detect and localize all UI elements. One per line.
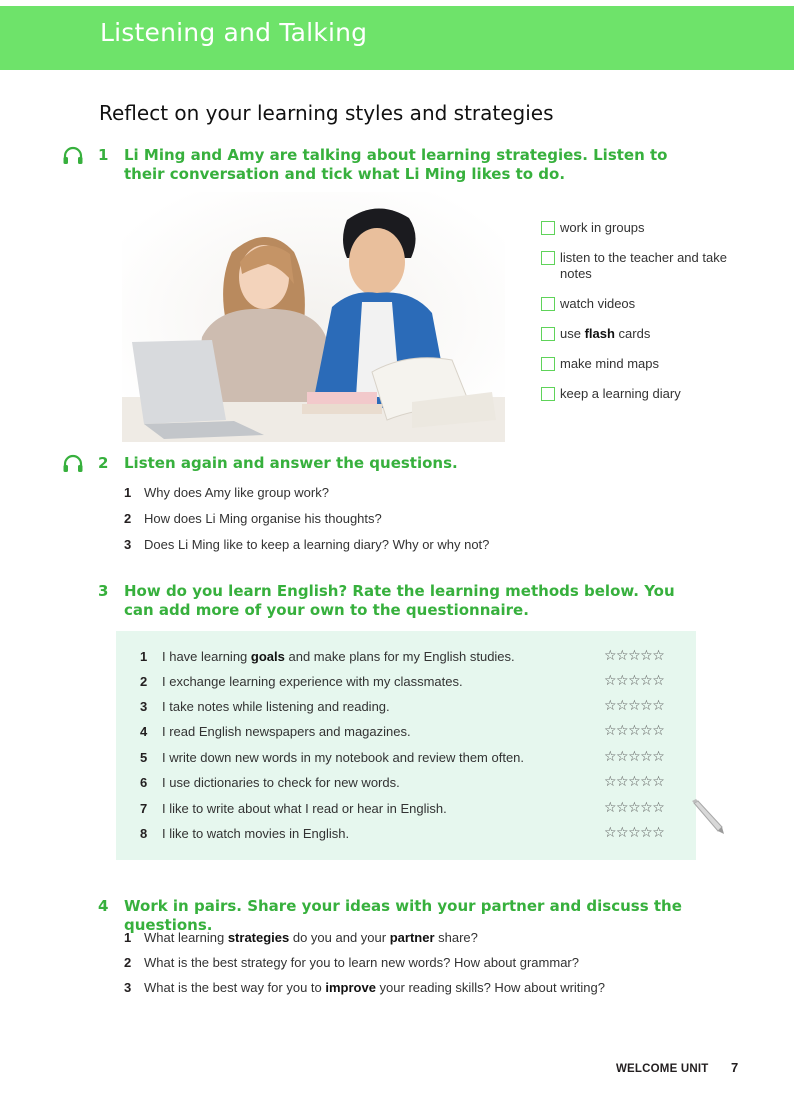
exercise-number: 4 xyxy=(98,897,109,915)
question-text: Why does Amy like group work? xyxy=(144,485,329,500)
question-number: 3 xyxy=(124,537,132,552)
question-item xyxy=(124,930,684,948)
item-text: I exchange learning experience with my classmates. xyxy=(162,674,463,689)
exercise-number: 2 xyxy=(98,454,109,472)
item-text: I take notes while listening and reading. xyxy=(162,699,390,714)
question-item xyxy=(124,980,684,998)
exercise-instruction: Listen again and answer the questions. xyxy=(124,454,458,472)
question-list xyxy=(124,485,684,555)
question-item xyxy=(124,955,684,973)
exercise-instruction: Work in pairs. Share your ideas with your partner and discuss the questions. xyxy=(124,897,682,934)
question-number: 2 xyxy=(124,511,132,526)
questionnaire-row xyxy=(116,724,696,744)
exercise-instruction: How do you learn English? Rate the learning methods below. You can add more of your own to the questionnaire. xyxy=(124,582,675,619)
checkbox[interactable] xyxy=(541,221,555,235)
pencil-icon xyxy=(688,797,728,837)
item-number: 6 xyxy=(140,775,148,790)
questionnaire-row xyxy=(116,649,696,669)
question-text: What is the best strategy for you to learn new words? How about grammar? xyxy=(144,955,579,970)
item-text: I like to write about what I read or hear in English. xyxy=(162,801,447,816)
star-rating[interactable]: ☆☆☆☆☆ xyxy=(604,774,665,790)
item-number: 4 xyxy=(140,724,148,739)
checkbox[interactable] xyxy=(541,297,555,311)
checklist-label: work in groups xyxy=(560,220,645,235)
checklist-label: watch videos xyxy=(560,296,636,311)
star-rating[interactable]: ☆☆☆☆☆ xyxy=(604,673,665,689)
checklist-label: keep a learning diary xyxy=(560,386,681,401)
item-number: 1 xyxy=(140,649,148,664)
questionnaire-row xyxy=(116,775,696,795)
checklist-label: use flash cards xyxy=(560,326,651,341)
exercise-3-heading xyxy=(62,582,682,622)
discussion-question-list xyxy=(124,930,684,1000)
checkbox[interactable] xyxy=(541,357,555,371)
item-text: I use dictionaries to check for new words. xyxy=(162,775,400,790)
students-photo xyxy=(122,192,505,442)
questionnaire-row xyxy=(116,826,696,846)
questionnaire-row xyxy=(116,699,696,719)
question-number: 3 xyxy=(124,980,132,995)
item-number: 7 xyxy=(140,801,148,816)
question-item xyxy=(124,511,684,529)
checkbox[interactable] xyxy=(541,387,555,401)
questionnaire-row xyxy=(116,674,696,694)
banner-title: Listening and Talking xyxy=(100,18,368,47)
question-item xyxy=(124,485,684,503)
star-rating[interactable]: ☆☆☆☆☆ xyxy=(604,648,665,664)
star-rating[interactable]: ☆☆☆☆☆ xyxy=(604,825,665,841)
questionnaire-row xyxy=(116,801,696,821)
exercise-2-heading xyxy=(62,454,682,476)
question-number: 1 xyxy=(124,930,132,945)
exercise-number: 1 xyxy=(98,146,109,164)
question-text: How does Li Ming organise his thoughts? xyxy=(144,511,382,526)
star-rating[interactable]: ☆☆☆☆☆ xyxy=(604,800,665,816)
exercise-number: 3 xyxy=(98,582,109,600)
checkbox[interactable] xyxy=(541,327,555,341)
exercise-instruction: Li Ming and Amy are talking about learning strategies. Listen to their conversation and tick what Li Ming likes to do. xyxy=(124,146,668,183)
exercise-4-heading xyxy=(62,897,682,934)
question-text: What learning strategies do you and your partner share? xyxy=(144,930,478,945)
item-text: I have learning goals and make plans for my English studies. xyxy=(162,649,515,664)
question-text: Does Li Ming like to keep a learning diary? Why or why not? xyxy=(144,537,490,552)
item-number: 3 xyxy=(140,699,148,714)
question-text: What is the best way for you to improve your reading skills? How about writing? xyxy=(144,980,605,995)
item-number: 2 xyxy=(140,674,148,689)
footer-unit-label: WELCOME UNIT xyxy=(616,1063,709,1075)
headphones-icon[interactable] xyxy=(62,454,84,474)
checklist-label: listen to the teacher and take notes xyxy=(560,250,727,281)
item-text: I write down new words in my notebook and review them often. xyxy=(162,750,525,765)
item-number: 8 xyxy=(140,826,148,841)
page-number: 7 xyxy=(731,1060,739,1075)
exercise-1-heading xyxy=(62,146,682,186)
headphones-icon[interactable] xyxy=(62,146,84,166)
questionnaire-row xyxy=(116,750,696,770)
item-number: 5 xyxy=(140,750,148,765)
questionnaire-box xyxy=(116,631,696,860)
item-text: I like to watch movies in English. xyxy=(162,826,350,841)
star-rating[interactable]: ☆☆☆☆☆ xyxy=(604,749,665,765)
question-item xyxy=(124,537,684,555)
section-title: Reflect on your learning styles and strategies xyxy=(99,101,554,125)
header-banner xyxy=(0,6,794,70)
star-rating[interactable]: ☆☆☆☆☆ xyxy=(604,723,665,739)
question-number: 2 xyxy=(124,955,132,970)
question-number: 1 xyxy=(124,485,132,500)
checkbox[interactable] xyxy=(541,251,555,265)
star-rating[interactable]: ☆☆☆☆☆ xyxy=(604,698,665,714)
item-text: I read English newspapers and magazines. xyxy=(162,724,411,739)
checklist-label: make mind maps xyxy=(560,356,659,371)
